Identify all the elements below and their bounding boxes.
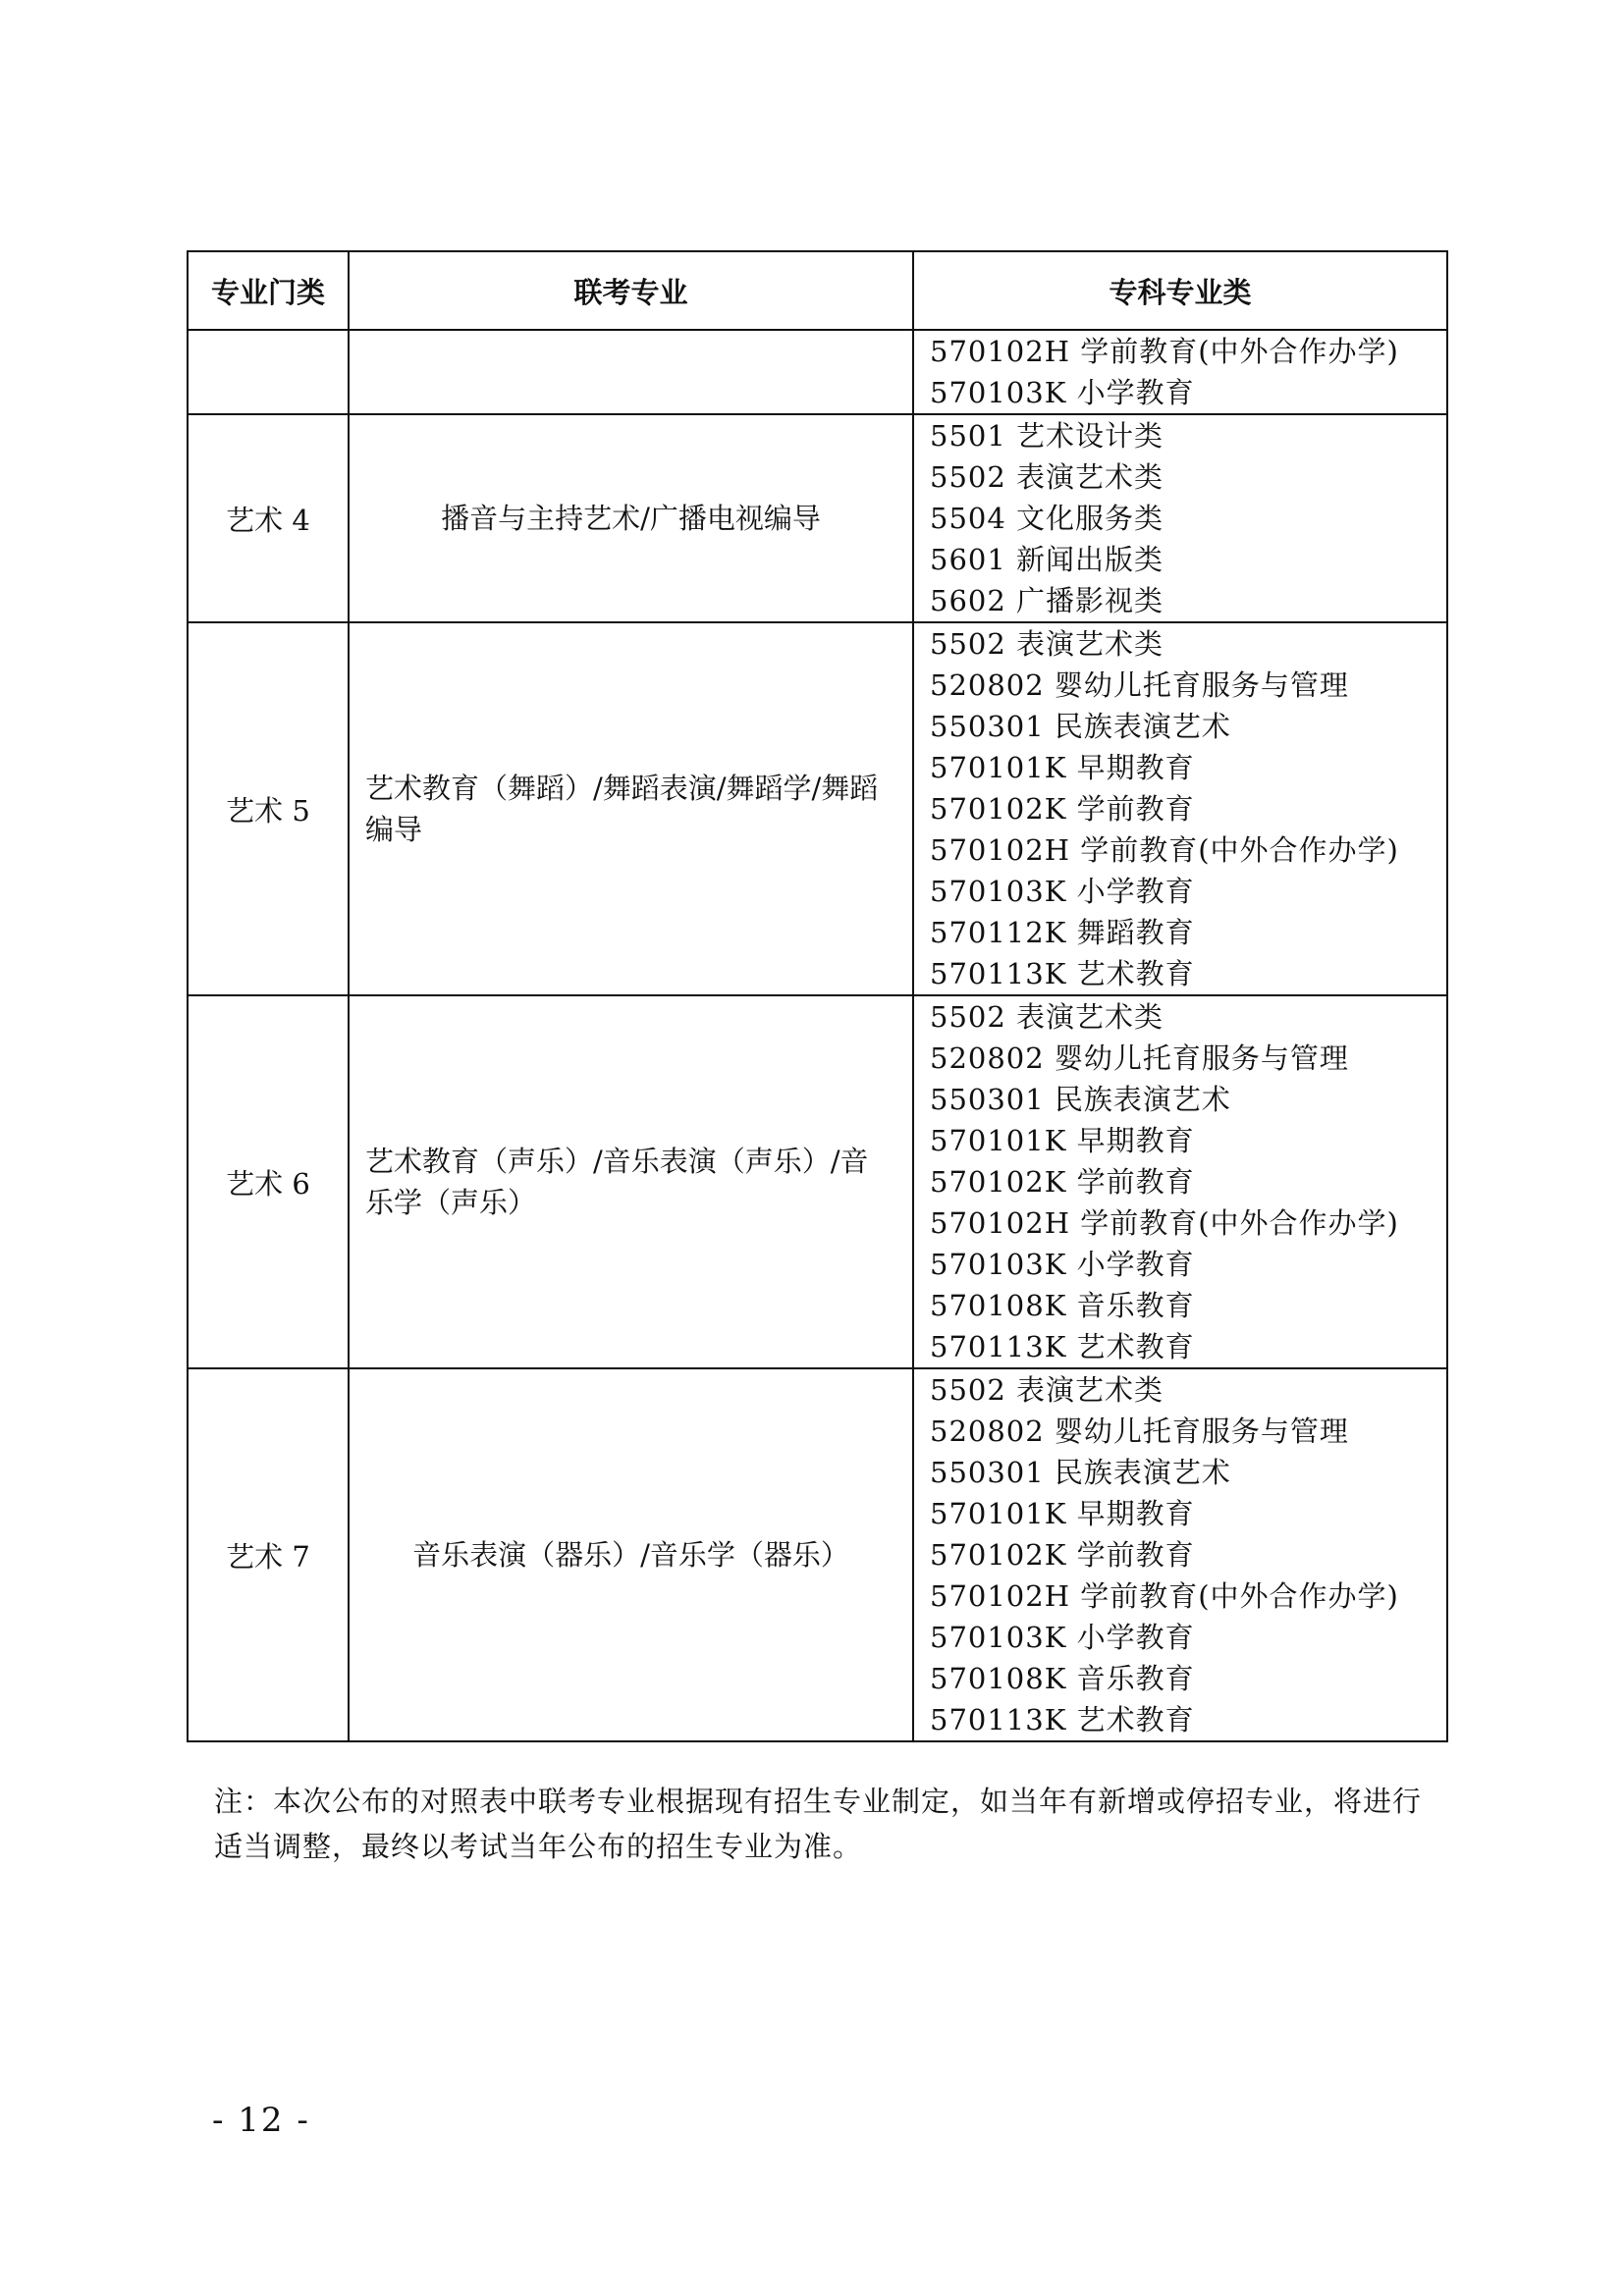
specialty-item: 570103K 小学教育 [930,1248,1195,1281]
specialty-item: 570102H 学前教育(中外合作办学) [930,1579,1399,1613]
category-cell: 艺术 4 [188,414,349,622]
specialty-item: 570113K 艺术教育 [930,957,1195,990]
header-category: 专业门类 [188,251,349,330]
table-row [188,995,1447,1368]
specialty-item: 570103K 小学教育 [930,875,1195,908]
table-header-row [188,251,1447,330]
specialty-item: 5502 表演艺术类 [930,1000,1164,1034]
exam-major-cell: 播音与主持艺术/广播电视编导 [349,414,913,622]
specialty-item: 570113K 艺术教育 [930,1703,1195,1736]
specialty-item: 570102K 学前教育 [930,792,1195,826]
header-specialty-class: 专科专业类 [913,251,1447,330]
specialty-item: 570112K 舞蹈教育 [930,916,1195,949]
footnote: 注：本次公布的对照表中联考专业根据现有招生专业制定，如当年有新增或停招专业，将进行适当调整，最终以考试当年公布的招生专业为准。 [214,1785,1423,1863]
specialty-item: 570103K 小学教育 [930,376,1195,409]
specialty-item: 550301 民族表演艺术 [930,710,1231,743]
specialty-item: 5502 表演艺术类 [930,1373,1164,1407]
exam-major-cell: 音乐表演（器乐）/音乐学（器乐） [349,1368,913,1741]
specialty-item: 570101K 早期教育 [930,1497,1195,1530]
specialty-item: 570102H 学前教育(中外合作办学) [930,833,1399,867]
specialty-item: 5502 表演艺术类 [930,460,1164,494]
exam-major-cell: 艺术教育（声乐）/音乐表演（声乐）/音乐学（声乐） [349,995,913,1368]
specialty-item: 5501 艺术设计类 [930,419,1164,453]
specialty-item: 570101K 早期教育 [930,751,1195,784]
major-mapping-table [187,250,1448,1742]
specialty-item: 550301 民族表演艺术 [930,1456,1231,1489]
specialty-item: 570102K 学前教育 [930,1165,1195,1199]
specialty-cell [913,330,1447,414]
category-cell: 艺术 7 [188,1368,349,1741]
specialty-item: 570101K 早期教育 [930,1124,1195,1157]
category-cell [188,330,349,414]
specialty-item: 520802 婴幼儿托育服务与管理 [930,668,1349,702]
specialty-item: 5601 新闻出版类 [930,543,1164,576]
table-row [188,414,1447,622]
specialty-item: 570108K 音乐教育 [930,1662,1195,1695]
category-cell: 艺术 6 [188,995,349,1368]
table-row [188,622,1447,995]
specialty-item: 520802 婴幼儿托育服务与管理 [930,1041,1349,1075]
specialty-item: 570108K 音乐教育 [930,1289,1195,1322]
page-number: - 12 - [212,2101,310,2140]
specialty-item: 570102H 学前教育(中外合作办学) [930,335,1399,368]
specialty-item: 570102H 学前教育(中外合作办学) [930,1206,1399,1240]
table-row [188,1368,1447,1741]
exam-major-cell: 艺术教育（舞蹈）/舞蹈表演/舞蹈学/舞蹈编导 [349,622,913,995]
specialty-item: 5504 文化服务类 [930,502,1164,535]
specialty-cell [913,414,1447,622]
header-exam-major: 联考专业 [349,251,913,330]
specialty-cell [913,1368,1447,1741]
table-row [188,330,1447,414]
specialty-item: 520802 婴幼儿托育服务与管理 [930,1415,1349,1448]
specialty-item: 5502 表演艺术类 [930,627,1164,661]
specialty-cell [913,995,1447,1368]
specialty-item: 570102K 学前教育 [930,1538,1195,1572]
specialty-item: 570113K 艺术教育 [930,1330,1195,1363]
specialty-item: 570103K 小学教育 [930,1621,1195,1654]
specialty-cell [913,622,1447,995]
specialty-item: 550301 民族表演艺术 [930,1083,1231,1116]
exam-major-cell [349,330,913,414]
category-cell: 艺术 5 [188,622,349,995]
specialty-item: 5602 广播影视类 [930,584,1164,617]
